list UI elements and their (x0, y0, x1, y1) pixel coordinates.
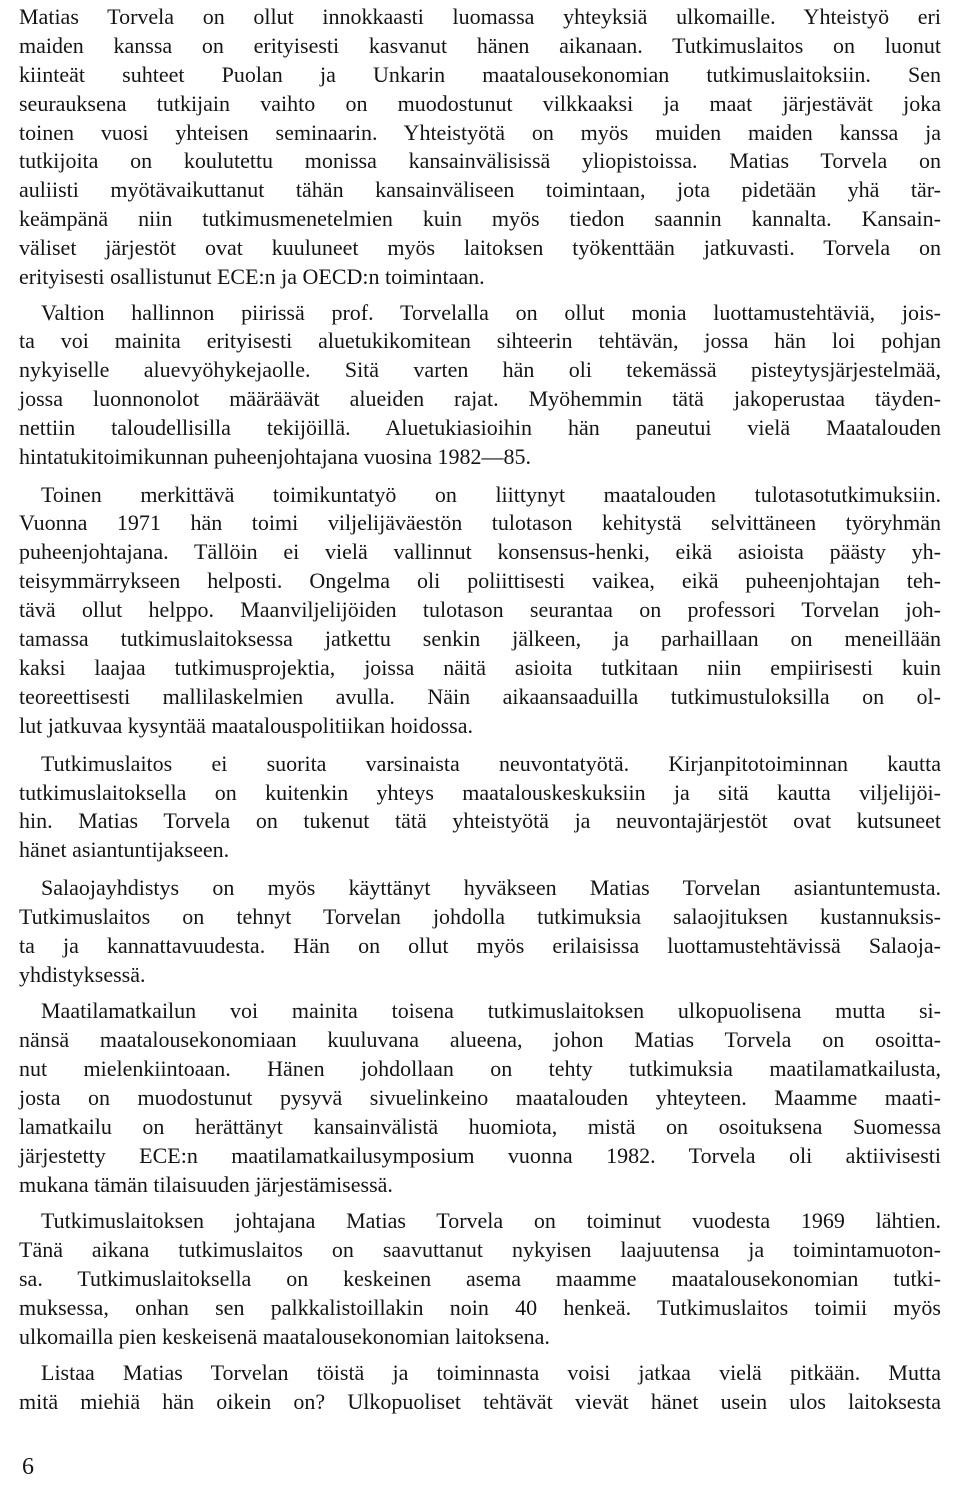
text-line: Toinen merkittävä toimikuntatyö on liittynyt maatalouden tulotasotutkimuksiin. (41, 482, 941, 507)
text-line: tutkijoita on koulutettu monissa kansainvälisissä yliopistoissa. Matias Torvela on (19, 148, 941, 173)
text-line: Tutkimuslaitos ei suorita varsinaista neuvontatyötä. Kirjanpitotoiminnan kautta (41, 751, 941, 776)
text-line: Vuonna 1971 hän toimi viljelijäväestön tulotason kehitystä selvittäneen työryhmän (19, 510, 941, 535)
text-line: järjestetty ECE:n maatilamatkailusymposium vuonna 1982. Torvela oli aktiivisesti (19, 1143, 941, 1168)
text-line: Tutkimuslaitos on tehnyt Torvelan johdolla tutkimuksia salaojituksen kustannuksis- (19, 904, 941, 929)
text-line: puheenjohtajana. Tällöin ei vielä vallinnut konsensus-henki, eikä asioista päästy yh- (19, 539, 941, 564)
text-line: nut mielenkiintoaan. Hänen johdollaan on tehty tutkimuksia maatilamatkailusta, (19, 1056, 941, 1081)
text-line: Maatilamatkailun voi mainita toisena tutkimuslaitoksen ulkopuolisena mutta si- (41, 998, 941, 1023)
text-line: ulkomailla pien keskeisenä maatalousekonomian laitoksena. (19, 1324, 550, 1349)
text-line: auliisti myötävaikuttanut tähän kansainväliseen toimintaan, jota pidetään yhä tär- (19, 177, 941, 202)
text-line: erityisesti osallistunut ECE:n ja OECD:n toimintaan. (19, 264, 485, 289)
text-line: tutkimuslaitoksella on kuitenkin yhteys maatalouskeskuksiin ja sitä kautta viljelijöi- (19, 780, 941, 805)
text-line: maiden kanssa on erityisesti kasvanut hänen aikanaan. Tutkimuslaitos on luonut (19, 33, 941, 58)
text-line: Listaa Matias Torvelan töistä ja toiminnasta voisi jatkaa vielä pitkään. Mutta (41, 1360, 941, 1385)
text-line: ta voi mainita erityisesti aluetukikomitean sihteerin tehtävän, jossa hän loi pohjan (19, 328, 941, 353)
text-line: tävä ollut helppo. Maanviljelijöiden tulotason seurantaa on professori Torvelan joh- (19, 597, 941, 622)
text-line: lamatkailu on herättänyt kansainvälistä huomiota, mistä on osoituksena Suomessa (19, 1114, 941, 1139)
text-line: teoreettisesti mallilaskelmien avulla. Näin aikaansaaduilla tutkimustuloksilla on ol- (19, 684, 941, 709)
text-line: mitä miehiä hän oikein on? Ulkopuoliset tehtävät vievät hänet usein ulos laitoksesta (19, 1389, 941, 1414)
text-line: Valtion hallinnon piirissä prof. Torvelalla on ollut monia luottamustehtäviä, jois- (41, 300, 941, 325)
text-line: hin. Matias Torvela on tukenut tätä yhteistyötä ja neuvontajärjestöt ovat kutsuneet (19, 808, 941, 833)
text-line: kaksi laajaa tutkimusprojektia, joissa näitä asioita tutkitaan niin empiirisesti kuin (19, 655, 941, 680)
text-line: yhdistyksessä. (19, 962, 146, 987)
text-line: nettiin taloudellisilla tekijöillä. Aluetukiasioihin hän paneutui vielä Maatalouden (19, 415, 941, 440)
text-line: Matias Torvela on ollut innokkaasti luomassa yhteyksiä ulkomaille. Yhteistyö eri (19, 4, 941, 29)
page-number: 6 (22, 1454, 34, 1480)
text-line: josta on muodostunut pysyvä sivuelinkeino maatalouden yhteyteen. Maamme maati- (19, 1085, 941, 1110)
text-line: väliset järjestöt ovat kuuluneet myös laitoksen työkenttään jatkuvasti. Torvela on (19, 235, 941, 260)
text-line: muksessa, onhan sen palkkalistoillakin noin 40 henkeä. Tutkimuslaitos toimii myös (19, 1295, 941, 1320)
text-line: seurauksena tutkijain vaihto on muodostunut vilkkaaksi ja maat järjestävät joka (19, 91, 941, 116)
text-line: Salaojayhdistys on myös käyttänyt hyväkseen Matias Torvelan asiantuntemusta. (41, 875, 941, 900)
text-line: sa. Tutkimuslaitoksella on keskeinen asema maamme maatalousekonomian tutki- (19, 1266, 941, 1291)
text-line: Tänä aikana tutkimuslaitos on saavuttanut nykyisen laajuutensa ja toimintamuoton- (19, 1237, 941, 1262)
text-line: teisymmärrykseen helposti. Ongelma oli poliittisesti vaikea, eikä puheenjohtajan teh- (19, 568, 941, 593)
text-line: hintatukitoimikunnan puheenjohtajana vuosina 1982—85. (19, 444, 532, 469)
text-line: keämpänä niin tutkimusmenetelmien kuin myös tiedon saannin kannalta. Kansain- (19, 206, 941, 231)
text-line: hänet asiantuntijakseen. (19, 837, 230, 862)
text-line: kiinteät suhteet Puolan ja Unkarin maatalousekonomian tutkimuslaitoksiin. Sen (19, 62, 941, 87)
text-line: nänsä maatalousekonomiaan kuuluvana alueena, johon Matias Torvela on osoitta- (19, 1027, 941, 1052)
text-line: mukana tämän tilaisuuden järjestämisessä. (19, 1172, 393, 1197)
text-line: toinen vuosi yhteisen seminaarin. Yhteistyötä on myös muiden maiden kanssa ja (19, 120, 941, 145)
text-line: Tutkimuslaitoksen johtajana Matias Torvela on toiminut vuodesta 1969 lähtien. (41, 1208, 941, 1233)
text-line: ta ja kannattavuudesta. Hän on ollut myös erilaisissa luottamustehtävissä Salaoja- (19, 933, 941, 958)
text-line: tamassa tutkimuslaitoksessa jatkettu senkin jälkeen, ja parhaillaan on meneillään (19, 626, 941, 651)
text-line: lut jatkuvaa kysyntää maatalouspolitiikan hoidossa. (19, 713, 473, 738)
text-line: nykyiselle aluevyöhykejaolle. Sitä varten hän oli tekemässä pisteytysjärjestelmää, (19, 357, 941, 382)
text-line: jossa luonnonolot määräävät alueiden rajat. Myöhemmin tätä jakoperustaa täyden- (19, 386, 941, 411)
